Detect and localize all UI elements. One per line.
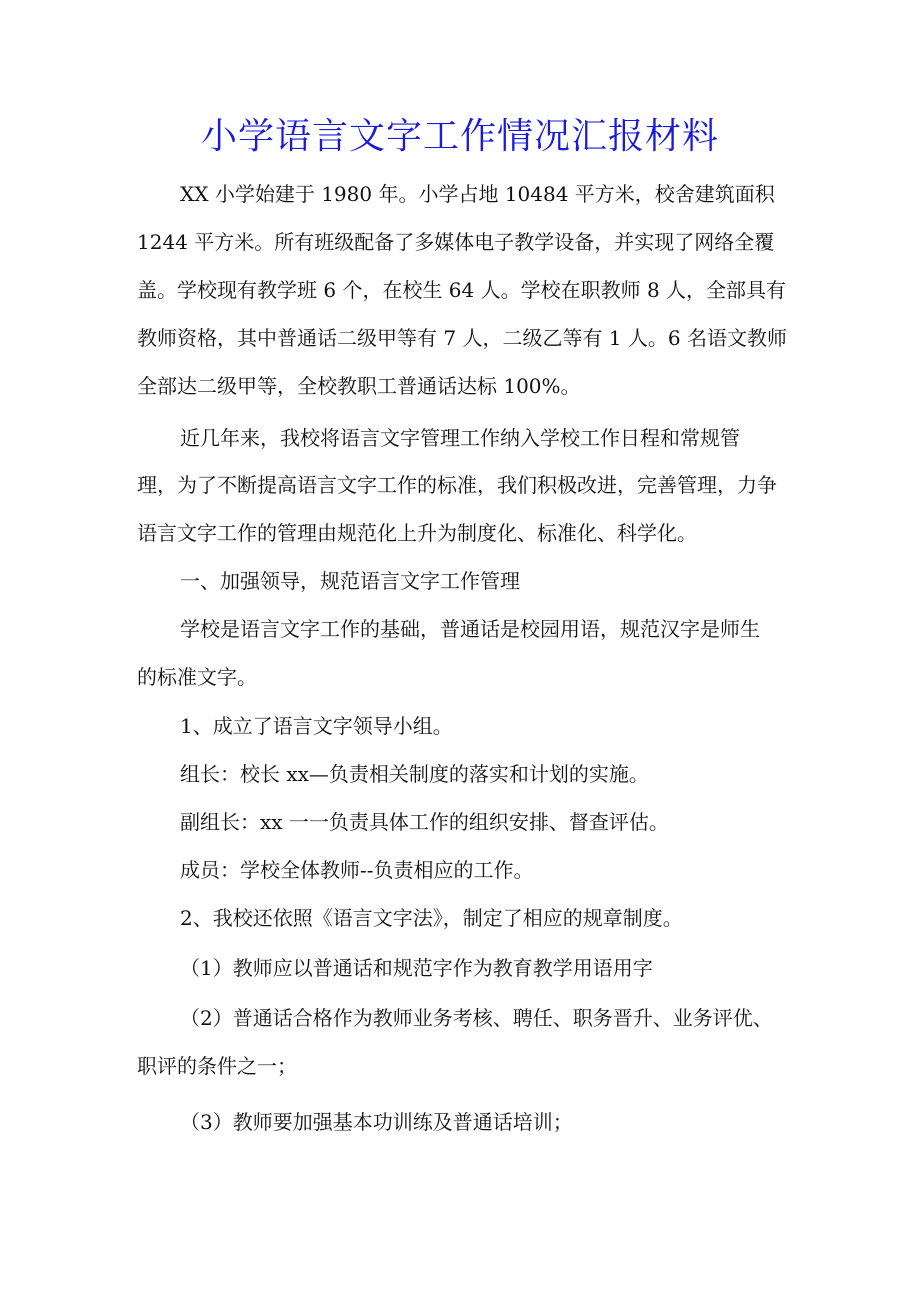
paragraph-line: 1、成立了语言文字领导小组。 <box>180 714 453 738</box>
list-item: （1）教师应以普通话和规范字作为教育教学用语用字 <box>180 956 653 980</box>
paragraph-line: 学校是语言文字工作的基础，普通话是校园用语，规范汉字是师生 <box>180 617 760 641</box>
paragraph-line: 1244 平方米。所有班级配备了多媒体电子教学设备，并实现了网络全覆 <box>137 230 775 254</box>
paragraph-line: 教师资格，其中普通话二级甲等有 7 人，二级乙等有 1 人。6 名语文教师 <box>137 326 787 350</box>
paragraph-line: XX 小学始建于 1980 年。小学占地 10484 平方米，校舍建筑面积 <box>180 182 775 206</box>
paragraph-line: 盖。学校现有教学班 6 个，在校生 64 人。学校在职教师 8 人，全部具有 <box>137 278 787 302</box>
paragraph-line: 组长：校长 xx—负责相关制度的落实和计划的实施。 <box>180 762 649 786</box>
paragraph-line: 理，为了不断提高语言文字工作的标准，我们积极改进，完善管理，力争 <box>137 473 777 497</box>
section-heading: 一、加强领导，规范语言文字工作管理 <box>180 569 520 593</box>
paragraph-line: 语言文字工作的管理由规范化上升为制度化、标准化、科学化。 <box>137 521 697 545</box>
paragraph-line: 2、我校还依照《语言文字法》，制定了相应的规章制度。 <box>180 906 683 930</box>
paragraph-line: 成员：学校全体教师--负责相应的工作。 <box>180 858 534 882</box>
paragraph-line: 职评的条件之一； <box>137 1054 297 1078</box>
list-item: （2）普通话合格作为教师业务考核、聘任、职务晋升、业务评优、 <box>180 1006 773 1030</box>
paragraph-line: 全部达二级甲等，全校教职工普通话达标 100%。 <box>137 374 581 398</box>
paragraph-line: 的标准文字。 <box>137 665 257 689</box>
list-item: （3）教师要加强基本功训练及普通话培训； <box>180 1110 573 1134</box>
paragraph-line: 副组长：xx 一一负责具体工作的组织安排、督查评估。 <box>180 810 669 834</box>
paragraph-line: 近几年来，我校将语言文字管理工作纳入学校工作日程和常规管 <box>180 426 740 450</box>
document-title: 小学语言文字工作情况汇报材料 <box>200 116 719 157</box>
